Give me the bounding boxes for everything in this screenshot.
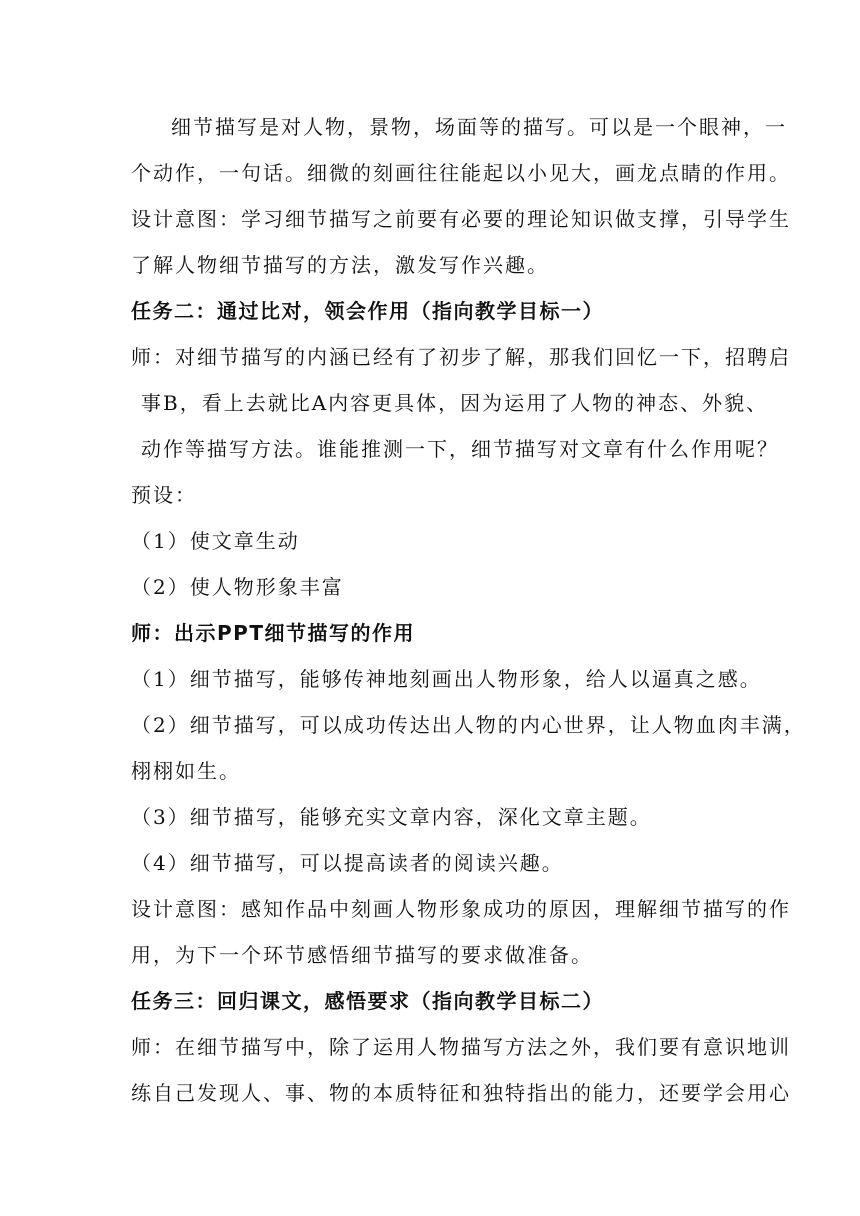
teacher-line: 事B，看上去就比A内容更具体，因为运用了人物的神态、外貌、	[141, 391, 769, 415]
design-intent-line: 了解人物细节描写的方法，激发写作兴趣。	[131, 253, 549, 277]
list-item: （1）细节描写，能够传神地刻画出人物形象，给人以逼真之感。	[131, 667, 762, 691]
teacher-line: 师：对细节描写的内涵已经有了初步了解，那我们回忆一下，招聘启	[131, 345, 791, 369]
list-item: （1）使文章生动	[131, 529, 300, 553]
list-item: （4）细节描写，可以提高读者的阅读兴趣。	[131, 851, 564, 875]
teacher-line: 动作等描写方法。谁能推测一下，细节描写对文章有什么作用呢？	[141, 437, 779, 461]
task-three-heading: 任务三：回归课文，感悟要求（指向教学目标二）	[131, 989, 604, 1013]
paragraph-line: 细节描写是对人物，景物，场面等的描写。可以是一个眼神，一	[171, 115, 787, 139]
teacher-line: 师：在细节描写中，除了运用人物描写方法之外，我们要有意识地训	[131, 1035, 791, 1059]
design-intent-line: 设计意图：感知作品中刻画人物形象成功的原因，理解细节描写的作	[131, 897, 791, 921]
paragraph-line: 个动作，一句话。细微的刻画往往能起以小见大，画龙点睛的作用。	[131, 161, 791, 185]
ppt-heading: 师：出示PPT细节描写的作用	[131, 621, 415, 645]
list-item: （2）细节描写，可以成功传达出人物的内心世界，让人物血肉丰满，	[131, 713, 806, 737]
list-item-continuation: 栩栩如生。	[131, 759, 241, 783]
list-item: （2）使人物形象丰富	[131, 575, 344, 599]
document-body	[131, 104, 806, 1116]
preset-label: 预设：	[131, 483, 197, 507]
task-two-heading: 任务二：通过比对，领会作用（指向教学目标一）	[131, 299, 604, 323]
design-intent-line: 设计意图：学习细节描写之前要有必要的理论知识做支撑，引导学生	[131, 207, 791, 231]
teacher-line: 练自己发现人、事、物的本质特征和独特指出的能力，还要学会用心	[131, 1081, 791, 1105]
design-intent-line: 用，为下一个环节感悟细节描写的要求做准备。	[131, 943, 593, 967]
list-item: （3）细节描写，能够充实文章内容，深化文章主题。	[131, 805, 652, 829]
